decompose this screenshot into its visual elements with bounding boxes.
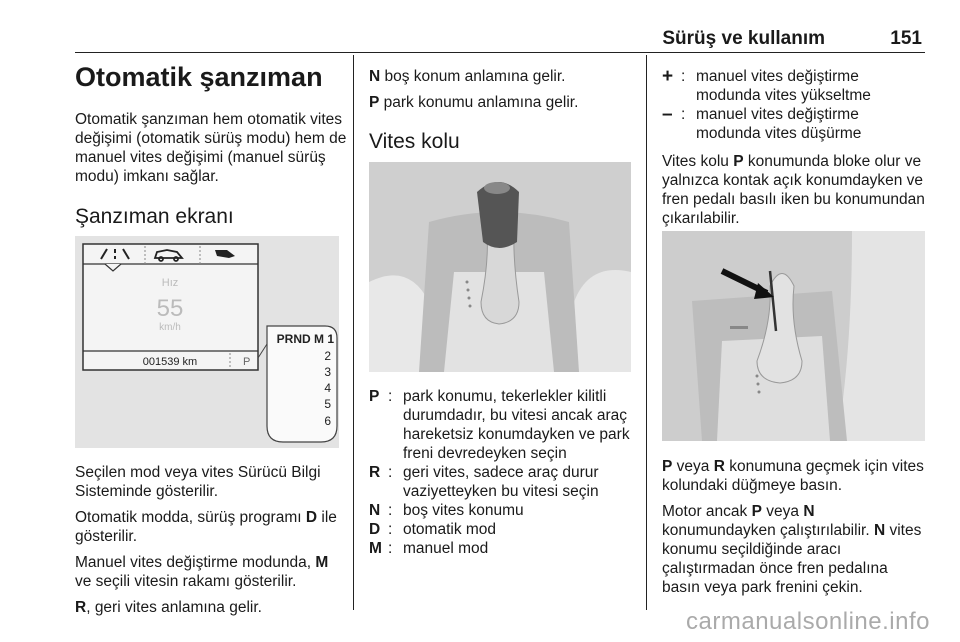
gear-lever-photo	[369, 162, 631, 372]
col1-body	[75, 463, 347, 617]
mode-paragraph: Seçilen mod veya vites Sürücü Bilgi Sisteminde gösterilir.	[75, 464, 321, 500]
header-rule	[75, 52, 925, 53]
subsection-title-display: Şanzıman ekranı	[75, 205, 234, 228]
speed-label: Hız	[161, 277, 179, 289]
gear-callout-4: 4	[324, 381, 331, 395]
running-header: Sürüş ve kullanım	[662, 28, 825, 49]
section-title: Otomatik şanzıman	[75, 62, 323, 92]
gear-positions-list: P : park konumu, tekerlekler kilitli durumdadır, bu vitesi ancak araç hareketsiz konumdayken ve park freni devredeyken seçin R : geri vites, sadece araç durur vaziyetteyken bu vitesi seçin N : boş vites konumu D : otomatik mod M : manuel mod	[369, 387, 644, 557]
speed-unit: km/h	[159, 322, 181, 333]
gear-callout-2: 2	[324, 349, 331, 363]
intro-paragraph: Otomatik şanzıman hem otomatik vites değişimi (otomatik sürüş modu) hem de manuel vites değişimi (manuel sürüş modu) imkanı sağlar.	[75, 111, 347, 185]
plus-icon: +	[662, 66, 674, 87]
neutral-paragraph: N boş konum anlamına gelir.	[369, 68, 566, 85]
manual-mode-paragraph: Manuel vites değiştirme modunda, M ve seçili vitesin rakamı gösterilir.	[75, 554, 329, 590]
speed-value: 55	[156, 295, 184, 322]
page-number: 151	[890, 28, 922, 49]
column-divider-2	[646, 55, 647, 610]
subsection-title-lever: Vites kolu	[369, 130, 460, 153]
column-divider-1	[353, 55, 354, 610]
transmission-display-illustration	[75, 236, 339, 448]
col3-body	[662, 457, 927, 597]
lever-button-photo	[662, 231, 925, 441]
gear-callout-5: 5	[324, 397, 331, 411]
engine-start-paragraph: Motor ancak P veya N konumundayken çalıştırılabilir. N vites konumu seçildiğinde aracı çalıştırmadan önce fren pedalına basın veya park frenini çekin.	[662, 503, 922, 596]
odometer-value: 001539 km	[142, 356, 198, 368]
gear-indicator: P	[243, 356, 251, 368]
gear-callout-3: 3	[324, 365, 331, 379]
watermark: carmanualsonline.info	[686, 608, 930, 635]
list-item: P : park konumu, tekerlekler kilitli durumdadır, bu vitesi ancak araç hareketsiz konumdayken ve park freni devredeyken seçin	[369, 388, 630, 462]
gear-callout-6: 6	[324, 414, 331, 428]
lever-lock-paragraph: Vites kolu P konumunda bloke olur ve yalnızca kontak açık konumdayken ve fren pedalı basılı iken bu konumundan çıkarılabilir.	[662, 153, 925, 227]
col2-top	[369, 67, 634, 112]
reverse-paragraph: R, geri vites anlamına gelir.	[75, 599, 262, 616]
button-paragraph: P veya R konumuna geçmek için vites kolundaki düğmeye basın.	[662, 458, 924, 494]
list-item: R : geri vites, sadece araç durur vaziyetteyken bu vitesi seçin	[369, 464, 599, 500]
gear-callout-main: PRND M 1	[276, 332, 334, 346]
shift-symbols-list: + : manuel vites değiştirme modunda vites yükseltme – : manuel vites değiştirme modunda vites düşürme	[662, 66, 871, 142]
park-paragraph: P park konumu anlamına gelir.	[369, 94, 579, 111]
auto-mode-paragraph: Otomatik modda, sürüş programı D ile gösterilir.	[75, 509, 337, 545]
minus-icon: –	[662, 104, 673, 125]
